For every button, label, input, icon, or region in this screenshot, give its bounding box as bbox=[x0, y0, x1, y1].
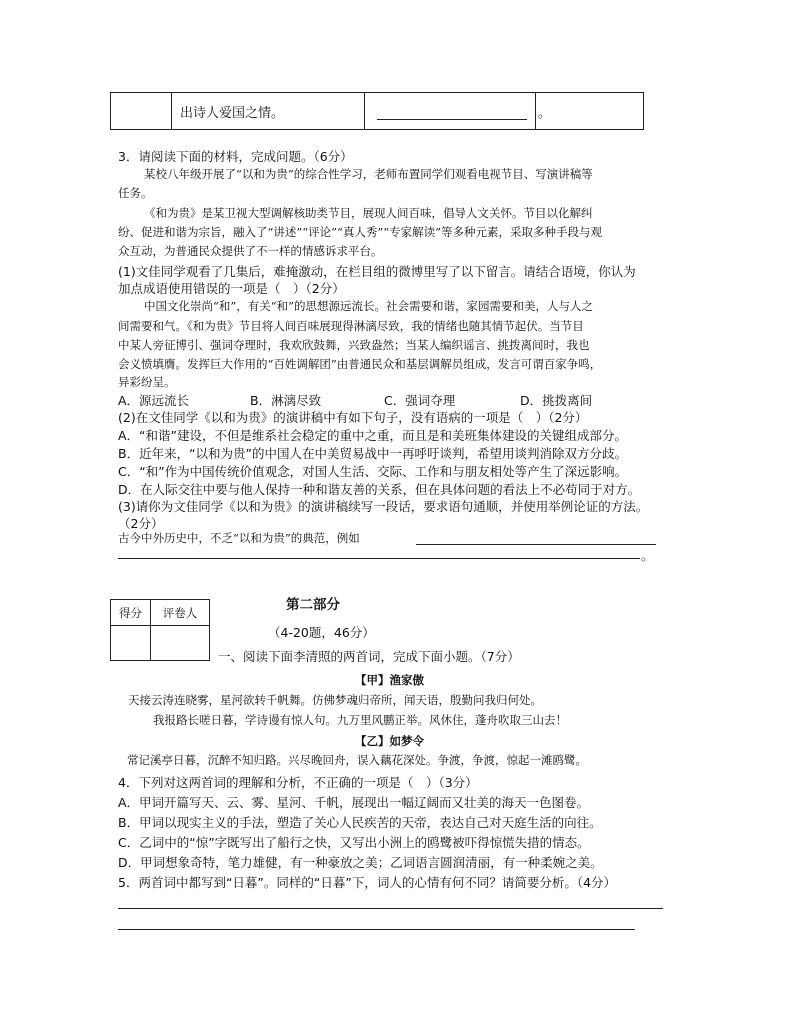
q3-answer-line-2[interactable] bbox=[118, 558, 640, 559]
poem-yi-title: 【乙】如梦令 bbox=[355, 734, 424, 748]
q3-message-2: 间需要和气。《和为贵》节目将人间百味展现得淋漓尽致，我的情绪也随其情节起伏。当节目 bbox=[118, 319, 584, 333]
q3-message-4: 会义愤填膺。发挥巨大作用的“百姓调解团”由普通民众和基层调解员组成，发言可谓百家争鸣， bbox=[118, 357, 602, 371]
q3-sub2-option-c[interactable]: C．“和”作为中国传统价值观念，对国人生活、交际、工作和与朋友相处等产生了深远影响。 bbox=[118, 464, 628, 479]
q5-answer-line-2[interactable] bbox=[118, 929, 635, 930]
q3-material-3: 众互动，为普通民众提供了不一样的情感诉求平台。 bbox=[118, 244, 383, 258]
q3-sub2-option-b[interactable]: B．近年来，“以和为贵”的中国人在中美贸易战中一再呼吁谈判，希望用谈判消除双方分歧。 bbox=[118, 446, 628, 461]
q3-material-1: 《和为贵》是某卫视大型调解核助类节目，展现人间百味，倡导人文关怀。节目以化解纠 bbox=[144, 206, 593, 220]
q3-title: 3．请阅读下面的材料，完成问题。（6分） bbox=[118, 149, 353, 164]
q4-title: 4．下列对这两首词的理解和分析，不正确的一项是（ ）（3分） bbox=[118, 775, 478, 790]
q3-answer-line-1[interactable] bbox=[416, 544, 656, 545]
score-label: 得分 bbox=[111, 600, 151, 626]
q3-sub3-line2: （2分） bbox=[118, 516, 164, 531]
q3-material-2: 纷、促进和谐为宗旨，融入了“讲述”“评论”“真人秀”“专家解读”等多种元素，采取多种手段与观 bbox=[118, 225, 603, 239]
q4-option-a[interactable]: A．甲词开篇写天、云、雾、星河、千帆，展现出一幅辽阔而又壮美的海天一色图卷。 bbox=[118, 795, 590, 810]
q3-option-a[interactable]: A．源远流长 bbox=[118, 393, 190, 408]
poem-yi-line-1: 常记溪亭日暮，沉醉不知归路。兴尽晚回舟，误入藕花深处。争渡，争渡，惊起一滩鸥鹭。 bbox=[127, 753, 587, 767]
table-cell-blank bbox=[365, 93, 536, 130]
reviewer-cell[interactable] bbox=[150, 626, 209, 661]
reviewer-label: 评卷人 bbox=[150, 600, 209, 626]
q3-intro-2: 任务。 bbox=[118, 186, 153, 200]
part2-section-title: 一、阅读下面李清照的两首词，完成下面小题。（7分） bbox=[218, 649, 520, 664]
fill-blank-line[interactable] bbox=[377, 119, 527, 120]
poem-jia-line-2: 我报路长嗟日暮，学诗谩有惊人句。九万里风鹏正举。风休住，蓬舟吹取三山去！ bbox=[153, 713, 567, 727]
q3-sub1-line1: (1)文佳同学观看了几集后，难掩激动，在栏目组的微博里写了以下留言。请结合语境，你认为 bbox=[118, 264, 636, 279]
q3-answer-prefix: 古今中外历史中，不乏“以和为贵”的典范，例如 bbox=[118, 531, 360, 545]
table-cell-empty bbox=[111, 93, 172, 130]
q3-message-1: 中国文化崇尚“和”，有关“和”的思想源远流长。社会需要和谐，家园需要和美，人与人之 bbox=[144, 299, 594, 313]
poem-jia-title: 【甲】渔家傲 bbox=[355, 673, 424, 687]
q5-answer-line-1[interactable] bbox=[118, 908, 663, 909]
q3-sub2-option-a[interactable]: A．“和谐”建设，不但是维系社会稳定的重中之重，而且是和美班集体建设的关键组成部分。 bbox=[118, 428, 628, 443]
q3-answer-end: 。 bbox=[641, 548, 654, 563]
q3-option-d[interactable]: D．挑拨离间 bbox=[520, 393, 593, 408]
answer-table bbox=[110, 92, 644, 130]
part2-heading: 第二部分 bbox=[286, 597, 340, 613]
q3-message-3: 中某人旁征博引、强词夺理时，我欢欣鼓舞，兴致盎然；当某人编织谣言、挑拨离间时，我也 bbox=[118, 338, 590, 352]
q5-title: 5．两首词中都写到“日暮”。同样的“日暮”下，词人的心情有何不同？请简要分析。（4分） bbox=[118, 875, 617, 890]
q3-sub3-line1: (3)请你为文佳同学《以和为贵》的演讲稿续写一段话，要求语句通顺，并使用举例论证的方法。 bbox=[118, 499, 649, 514]
q3-intro-1: 某校八年级开展了“以和为贵”的综合性学习，老师布置同学们观看电视节目、写演讲稿等 bbox=[144, 167, 593, 181]
q3-sub1-line2: 加点成语使用错误的一项是（ ）（2分） bbox=[118, 281, 345, 296]
score-box bbox=[110, 599, 210, 661]
table-cell-text: 出诗人爱国之情。 bbox=[172, 93, 365, 130]
poem-jia-line-1: 天接云涛连晓雾，星河欲转千帆舞。仿佛梦魂归帝所，闻天语，殷勤问我归何处。 bbox=[128, 693, 542, 707]
q3-option-c[interactable]: C．强词夺理 bbox=[384, 393, 456, 408]
q4-option-b[interactable]: B．甲词以现实主义的手法，塑造了关心人民疾苦的天帝，表达自己对天庭生活的向往。 bbox=[118, 815, 602, 830]
q3-sub2: (2)在文佳同学《以和为贵》的演讲稿中有如下句子，没有语病的一项是（ ）（2分） bbox=[118, 410, 588, 425]
q3-message-5: 异彩纷呈。 bbox=[118, 375, 176, 389]
q3-option-b[interactable]: B．淋漓尽致 bbox=[250, 393, 322, 408]
q4-option-d[interactable]: D．甲词想象奇特，笔力雄健，有一种豪放之美；乙词语言圆润清丽，有一种柔婉之美。 bbox=[118, 855, 603, 870]
part2-range: （4-20题，46分） bbox=[268, 625, 375, 640]
q4-option-c[interactable]: C．乙词中的“惊”字既写出了船行之快，又写出小洲上的鸥鹭被吓得惊慌失措的情态。 bbox=[118, 835, 590, 850]
table-cell-end: 。 bbox=[536, 93, 644, 130]
q3-sub2-option-d[interactable]: D．在人际交往中要与他人保持一种和谐友善的关系，但在具体问题的看法上不必苟同于对方。 bbox=[118, 482, 641, 497]
score-cell[interactable] bbox=[111, 626, 151, 661]
